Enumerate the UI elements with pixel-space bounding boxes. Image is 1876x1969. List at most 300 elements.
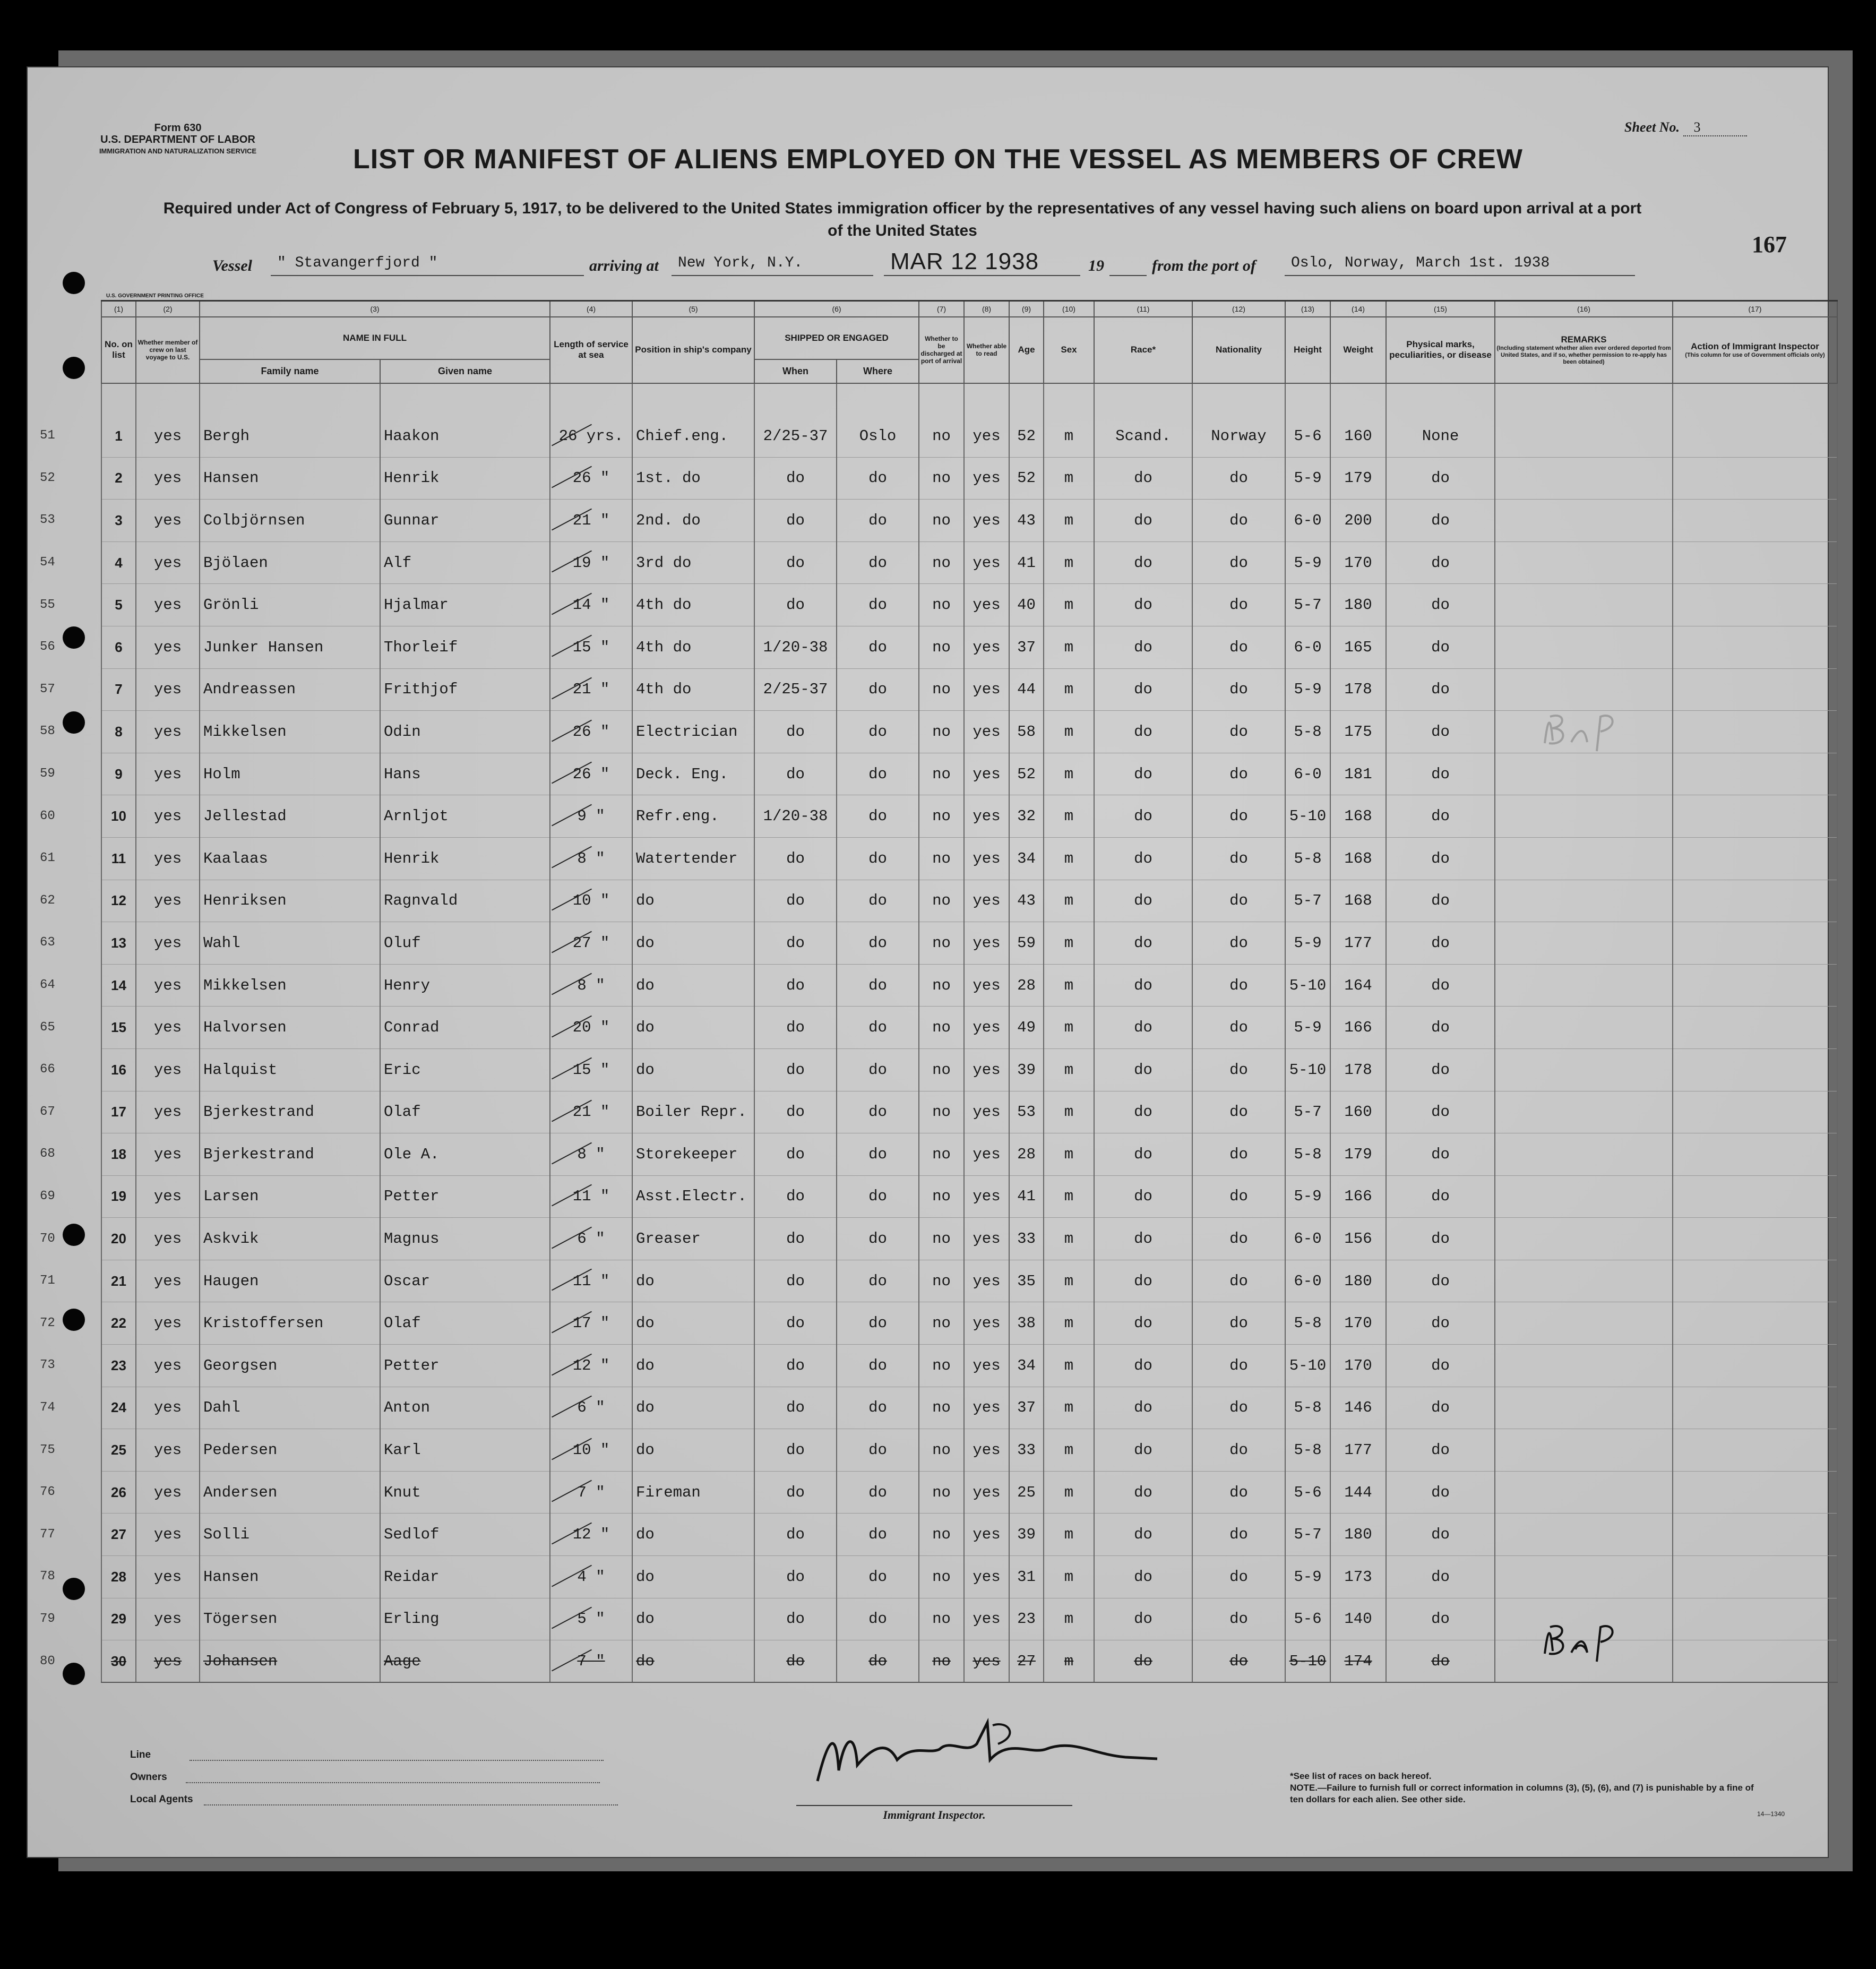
shipped-when-cell: do [754, 541, 837, 584]
shipped-when-cell: do [754, 1048, 837, 1091]
family-name-cell: Askvik [200, 1218, 380, 1260]
crew-rows [101, 383, 1837, 1683]
family-name-cell: Kaalaas [200, 837, 380, 880]
physical-marks-cell: do [1386, 711, 1495, 753]
vessel-name: " Stavangerfjord " [271, 255, 584, 276]
member-last-voyage-cell: yes [136, 880, 200, 922]
position-cell: do [632, 1048, 754, 1091]
given-name-cell: Oluf [380, 922, 550, 965]
able-to-read-cell: yes [964, 1218, 1009, 1260]
crew-row [101, 584, 1837, 626]
nationality-cell: do [1192, 457, 1285, 500]
races-note: *See list of races on back hereof. [1290, 1771, 1432, 1781]
sex-cell: m [1044, 1218, 1094, 1260]
height-cell: 6-0 [1285, 1218, 1330, 1260]
row-number-cell: 28 [101, 1556, 136, 1598]
age-cell: 40 [1009, 584, 1044, 626]
margin-number: 80 [40, 1654, 55, 1669]
family-name-cell: Larsen [200, 1175, 380, 1218]
crew-row [101, 1302, 1837, 1345]
row-number-cell: 3 [101, 500, 136, 542]
crew-row [101, 1260, 1837, 1302]
shipped-when-cell: do [754, 753, 837, 795]
able-to-read-cell: yes [964, 626, 1009, 668]
physical-marks-cell: do [1386, 1387, 1495, 1429]
length-of-service-cell: 9 " [550, 795, 632, 838]
height-cell: 6-0 [1285, 626, 1330, 668]
sex-cell: m [1044, 1556, 1094, 1598]
row-number-cell: 26 [101, 1471, 136, 1514]
row-number-cell: 20 [101, 1218, 136, 1260]
nationality-cell: do [1192, 922, 1285, 965]
weight-cell: 165 [1330, 626, 1386, 668]
member-last-voyage-cell: yes [136, 1260, 200, 1302]
member-last-voyage-cell: yes [136, 1175, 200, 1218]
margin-number: 64 [40, 978, 55, 993]
footer-fields [130, 1739, 618, 1805]
discharged-cell: no [919, 1175, 964, 1218]
from-port: Oslo, Norway, March 1st. 1938 [1285, 255, 1635, 276]
weight-cell: 179 [1330, 457, 1386, 500]
remarks-cell [1495, 795, 1673, 838]
given-name-cell: Conrad [380, 1007, 550, 1049]
given-name-cell: Gunnar [380, 500, 550, 542]
weight-cell: 180 [1330, 1514, 1386, 1556]
sex-cell: m [1044, 1429, 1094, 1472]
able-to-read-cell: yes [964, 1175, 1009, 1218]
margin-number: 61 [40, 851, 55, 866]
margin-number: 62 [40, 893, 55, 908]
position-cell: do [632, 1556, 754, 1598]
position-cell: do [632, 1260, 754, 1302]
crew-row [101, 837, 1837, 880]
discharged-cell: no [919, 457, 964, 500]
col-num: (11) [1094, 301, 1192, 317]
sex-cell: m [1044, 1048, 1094, 1091]
sex-cell: m [1044, 922, 1094, 965]
given-name-cell: Odin [380, 711, 550, 753]
header-when: When [754, 359, 837, 383]
remarks-cell [1495, 415, 1673, 458]
remarks-title: REMARKS [1561, 334, 1607, 345]
shipped-where-cell: do [837, 1302, 919, 1345]
crew-row [101, 1175, 1837, 1218]
col-num: (15) [1386, 301, 1495, 317]
age-cell: 59 [1009, 922, 1044, 965]
physical-marks-cell: do [1386, 668, 1495, 711]
family-name-cell: Tögersen [200, 1598, 380, 1640]
position-cell: do [632, 1598, 754, 1640]
shipped-where-cell: do [837, 1218, 919, 1260]
height-cell: 6-0 [1285, 1260, 1330, 1302]
height-cell: 5-6 [1285, 415, 1330, 458]
sex-cell: m [1044, 1133, 1094, 1176]
inspector-action-cell [1673, 457, 1837, 500]
col-num: (12) [1192, 301, 1285, 317]
height-cell: 5-6 [1285, 1471, 1330, 1514]
col-num: (1) [101, 301, 136, 317]
family-name-cell: Andreassen [200, 668, 380, 711]
margin-number: 70 [40, 1231, 55, 1246]
shipped-where-cell: do [837, 1091, 919, 1133]
race-cell: do [1094, 1260, 1192, 1302]
sex-cell: m [1044, 1471, 1094, 1514]
shipped-when-cell: 2/25-37 [754, 415, 837, 458]
physical-marks-cell: do [1386, 922, 1495, 965]
age-cell: 31 [1009, 1556, 1044, 1598]
discharged-cell: no [919, 584, 964, 626]
weight-cell: 177 [1330, 922, 1386, 965]
physical-marks-cell: do [1386, 1007, 1495, 1049]
physical-marks-cell: do [1386, 1345, 1495, 1387]
given-name-cell: Hjalmar [380, 584, 550, 626]
race-cell: do [1094, 1302, 1192, 1345]
inspector-action-cell [1673, 1302, 1837, 1345]
shipped-where-cell: do [837, 1514, 919, 1556]
column-number-row [101, 301, 1837, 317]
header-remarks [1495, 317, 1673, 383]
shipped-where-cell: do [837, 1471, 919, 1514]
given-name-cell: Oscar [380, 1260, 550, 1302]
row-number-cell: 30 [101, 1640, 136, 1683]
crew-row [101, 1429, 1837, 1472]
able-to-read-cell: yes [964, 1598, 1009, 1640]
physical-marks-cell: do [1386, 1514, 1495, 1556]
weight-cell: 180 [1330, 584, 1386, 626]
able-to-read-cell: yes [964, 753, 1009, 795]
member-last-voyage-cell: yes [136, 1218, 200, 1260]
length-of-service-cell: 20 " [550, 1007, 632, 1049]
remarks-cell [1495, 1345, 1673, 1387]
race-cell: do [1094, 541, 1192, 584]
weight-cell: 177 [1330, 1429, 1386, 1472]
weight-cell: 164 [1330, 964, 1386, 1007]
member-last-voyage-cell: yes [136, 1345, 200, 1387]
remarks-cell [1495, 1556, 1673, 1598]
margin-number: 57 [40, 682, 55, 697]
able-to-read-cell: yes [964, 1387, 1009, 1429]
height-cell: 5-9 [1285, 1007, 1330, 1049]
margin-number: 72 [40, 1315, 55, 1330]
able-to-read-cell: yes [964, 541, 1009, 584]
faint-initials [1534, 701, 1662, 754]
inspector-action-cell [1673, 1345, 1837, 1387]
physical-marks-cell: do [1386, 626, 1495, 668]
inspector-action-cell [1673, 1218, 1837, 1260]
remarks-cell [1495, 500, 1673, 542]
able-to-read-cell: yes [964, 1345, 1009, 1387]
position-cell: do [632, 1007, 754, 1049]
weight-cell: 166 [1330, 1175, 1386, 1218]
shipped-when-cell: 1/20-38 [754, 626, 837, 668]
able-to-read-cell: yes [964, 711, 1009, 753]
given-name-cell: Anton [380, 1387, 550, 1429]
height-cell: 5-8 [1285, 1302, 1330, 1345]
length-of-service-cell: 8 " [550, 837, 632, 880]
family-name-cell: Hansen [200, 1556, 380, 1598]
given-name-cell: Alf [380, 541, 550, 584]
family-name-cell: Wahl [200, 922, 380, 965]
given-name-cell: Eric [380, 1048, 550, 1091]
sex-cell: m [1044, 457, 1094, 500]
row-number-cell: 17 [101, 1091, 136, 1133]
nationality-cell: do [1192, 1007, 1285, 1049]
race-cell: do [1094, 1133, 1192, 1176]
nationality-cell: do [1192, 1091, 1285, 1133]
crew-row [101, 1514, 1837, 1556]
discharged-cell: no [919, 500, 964, 542]
discharged-cell: no [919, 1091, 964, 1133]
col-num: (2) [136, 301, 200, 317]
race-cell: do [1094, 626, 1192, 668]
weight-cell: 160 [1330, 415, 1386, 458]
remarks-cell [1495, 1007, 1673, 1049]
department-name: U.S. DEPARTMENT OF LABOR [100, 134, 255, 145]
family-name-cell: Bjerkestrand [200, 1091, 380, 1133]
member-last-voyage-cell: yes [136, 415, 200, 458]
shipped-when-cell: do [754, 500, 837, 542]
margin-number: 59 [40, 767, 55, 781]
family-name-cell: Halquist [200, 1048, 380, 1091]
able-to-read-cell: yes [964, 584, 1009, 626]
sex-cell: m [1044, 1175, 1094, 1218]
length-of-service-cell: 6 " [550, 1387, 632, 1429]
race-cell: do [1094, 1640, 1192, 1683]
row-number-cell: 24 [101, 1387, 136, 1429]
sheet-number-value: 3 [1683, 119, 1747, 136]
member-last-voyage-cell: yes [136, 1007, 200, 1049]
shipped-when-cell: do [754, 1091, 837, 1133]
crew-row [101, 1556, 1837, 1598]
sex-cell: m [1044, 795, 1094, 838]
height-cell: 5-8 [1285, 837, 1330, 880]
weight-cell: 178 [1330, 1048, 1386, 1091]
shipped-where-cell: do [837, 1556, 919, 1598]
shipped-where-cell: do [837, 753, 919, 795]
race-cell: do [1094, 457, 1192, 500]
nationality-cell: do [1192, 626, 1285, 668]
discharged-cell: no [919, 1556, 964, 1598]
physical-marks-cell: do [1386, 541, 1495, 584]
year-value [1109, 255, 1147, 276]
race-cell: do [1094, 1048, 1192, 1091]
inspector-action-cell [1673, 922, 1837, 965]
age-cell: 28 [1009, 964, 1044, 1007]
member-last-voyage-cell: yes [136, 1514, 200, 1556]
discharged-cell: no [919, 1640, 964, 1683]
remarks-cell [1495, 1302, 1673, 1345]
shipped-when-cell: do [754, 1345, 837, 1387]
row-number-cell: 19 [101, 1175, 136, 1218]
age-cell: 41 [1009, 1175, 1044, 1218]
arriving-label: arriving at [589, 257, 659, 274]
physical-marks-cell: do [1386, 880, 1495, 922]
able-to-read-cell: yes [964, 1471, 1009, 1514]
crew-row [101, 1218, 1837, 1260]
race-cell: Scand. [1094, 415, 1192, 458]
col-num: (3) [200, 301, 550, 317]
position-cell: do [632, 922, 754, 965]
row-number-cell: 5 [101, 584, 136, 626]
given-name-cell: Haakon [380, 415, 550, 458]
inspector-action-cell [1673, 1048, 1837, 1091]
shipped-when-cell: do [754, 837, 837, 880]
given-name-cell: Ole A. [380, 1133, 550, 1176]
voyage-line [212, 248, 1646, 281]
shipped-where-cell: do [837, 1175, 919, 1218]
family-name-cell: Henriksen [200, 880, 380, 922]
family-name-cell: Junker Hansen [200, 626, 380, 668]
discharged-cell: no [919, 711, 964, 753]
crew-row [101, 457, 1837, 500]
weight-cell: 156 [1330, 1218, 1386, 1260]
given-name-cell: Henry [380, 964, 550, 1007]
row-number-cell: 10 [101, 795, 136, 838]
length-of-service-cell: 21 " [550, 1091, 632, 1133]
sex-cell: m [1044, 1007, 1094, 1049]
able-to-read-cell: yes [964, 1091, 1009, 1133]
row-number-cell: 16 [101, 1048, 136, 1091]
shipped-when-cell: do [754, 1514, 837, 1556]
family-name-cell: Hansen [200, 457, 380, 500]
member-last-voyage-cell: yes [136, 837, 200, 880]
shipped-when-cell: do [754, 1640, 837, 1683]
margin-number: 78 [40, 1569, 55, 1584]
crew-row [101, 415, 1837, 458]
race-cell: do [1094, 584, 1192, 626]
col-num: (4) [550, 301, 632, 317]
crew-row [101, 1471, 1837, 1514]
nationality-cell: do [1192, 880, 1285, 922]
age-cell: 39 [1009, 1048, 1044, 1091]
age-cell: 37 [1009, 1387, 1044, 1429]
remarks-cell [1495, 837, 1673, 880]
length-of-service-cell: 26 " [550, 457, 632, 500]
remarks-cell [1495, 964, 1673, 1007]
shipped-where-cell: do [837, 541, 919, 584]
shipped-when-cell: do [754, 1556, 837, 1598]
family-name-cell: Dahl [200, 1387, 380, 1429]
shipped-when-cell: do [754, 1218, 837, 1260]
member-last-voyage-cell: yes [136, 964, 200, 1007]
row-number-cell: 12 [101, 880, 136, 922]
weight-cell: 168 [1330, 880, 1386, 922]
margin-number: 69 [40, 1189, 55, 1203]
remarks-cell [1495, 1048, 1673, 1091]
col-num: (8) [964, 301, 1009, 317]
nationality-cell: do [1192, 1345, 1285, 1387]
sex-cell: m [1044, 541, 1094, 584]
given-name-cell: Erling [380, 1598, 550, 1640]
margin-number: 51 [40, 428, 55, 443]
family-name-cell: Haugen [200, 1260, 380, 1302]
length-of-service-cell: 4 " [550, 1556, 632, 1598]
remarks-cell [1495, 626, 1673, 668]
discharged-cell: no [919, 1302, 964, 1345]
height-cell: 5-8 [1285, 711, 1330, 753]
shipped-when-cell: do [754, 922, 837, 965]
sex-cell: m [1044, 584, 1094, 626]
shipped-when-cell: do [754, 1387, 837, 1429]
row-number-cell: 14 [101, 964, 136, 1007]
crew-row [101, 1345, 1837, 1387]
family-name-cell: Mikkelsen [200, 964, 380, 1007]
gov-printing-office: U.S. GOVERNMENT PRINTING OFFICE [106, 293, 204, 299]
length-of-service-cell: 11 " [550, 1175, 632, 1218]
remarks-cell [1495, 1514, 1673, 1556]
length-of-service-cell: 21 " [550, 500, 632, 542]
inspector-action-cell [1673, 626, 1837, 668]
age-cell: 41 [1009, 541, 1044, 584]
family-name-cell: Kristoffersen [200, 1302, 380, 1345]
family-name-cell: Bjölaen [200, 541, 380, 584]
nationality-cell: do [1192, 500, 1285, 542]
inspector-action-cell [1673, 795, 1837, 838]
sex-cell: m [1044, 1387, 1094, 1429]
nationality-cell: do [1192, 1302, 1285, 1345]
position-cell: do [632, 964, 754, 1007]
given-name-cell: Aage [380, 1640, 550, 1683]
inspector-action-cell [1673, 837, 1837, 880]
height-cell: 5-9 [1285, 457, 1330, 500]
physical-marks-cell: do [1386, 1133, 1495, 1176]
inspector-action-cell [1673, 711, 1837, 753]
position-cell: Boiler Repr. [632, 1091, 754, 1133]
member-last-voyage-cell: yes [136, 584, 200, 626]
height-cell: 5-8 [1285, 1133, 1330, 1176]
row-number-cell: 4 [101, 541, 136, 584]
able-to-read-cell: yes [964, 415, 1009, 458]
margin-number: 58 [40, 724, 55, 739]
nationality-cell: do [1192, 1556, 1285, 1598]
nationality-cell: do [1192, 1133, 1285, 1176]
inspector-signature [807, 1707, 1168, 1797]
inspector-action-cell [1673, 1514, 1837, 1556]
shipped-when-cell: do [754, 1302, 837, 1345]
header-position: Position in ship's company [632, 317, 754, 383]
weight-cell: 173 [1330, 1556, 1386, 1598]
physical-marks-cell: do [1386, 1302, 1495, 1345]
able-to-read-cell: yes [964, 1640, 1009, 1683]
nationality-cell: do [1192, 1429, 1285, 1472]
able-to-read-cell: yes [964, 1048, 1009, 1091]
family-name-cell: Halvorsen [200, 1007, 380, 1049]
shipped-where-cell: do [837, 1345, 919, 1387]
position-cell: 1st. do [632, 457, 754, 500]
shipped-where-cell: do [837, 1640, 919, 1683]
header-age: Age [1009, 317, 1044, 383]
remarks-cell [1495, 880, 1673, 922]
race-cell: do [1094, 711, 1192, 753]
able-to-read-cell: yes [964, 1302, 1009, 1345]
margin-number: 53 [40, 513, 55, 528]
nationality-cell: do [1192, 1048, 1285, 1091]
given-name-cell: Petter [380, 1345, 550, 1387]
given-name-cell: Henrik [380, 457, 550, 500]
remarks-cell [1495, 1133, 1673, 1176]
inspector-action-cell [1673, 1387, 1837, 1429]
vessel-label: Vessel [212, 257, 252, 274]
shipped-when-cell: do [754, 457, 837, 500]
sex-cell: m [1044, 1345, 1094, 1387]
able-to-read-cell: yes [964, 500, 1009, 542]
shipped-when-cell: do [754, 1429, 837, 1472]
weight-cell: 180 [1330, 1260, 1386, 1302]
discharged-cell: no [919, 1345, 964, 1387]
row-number-cell: 23 [101, 1345, 136, 1387]
physical-marks-cell: do [1386, 1048, 1495, 1091]
nationality-cell: do [1192, 1640, 1285, 1683]
